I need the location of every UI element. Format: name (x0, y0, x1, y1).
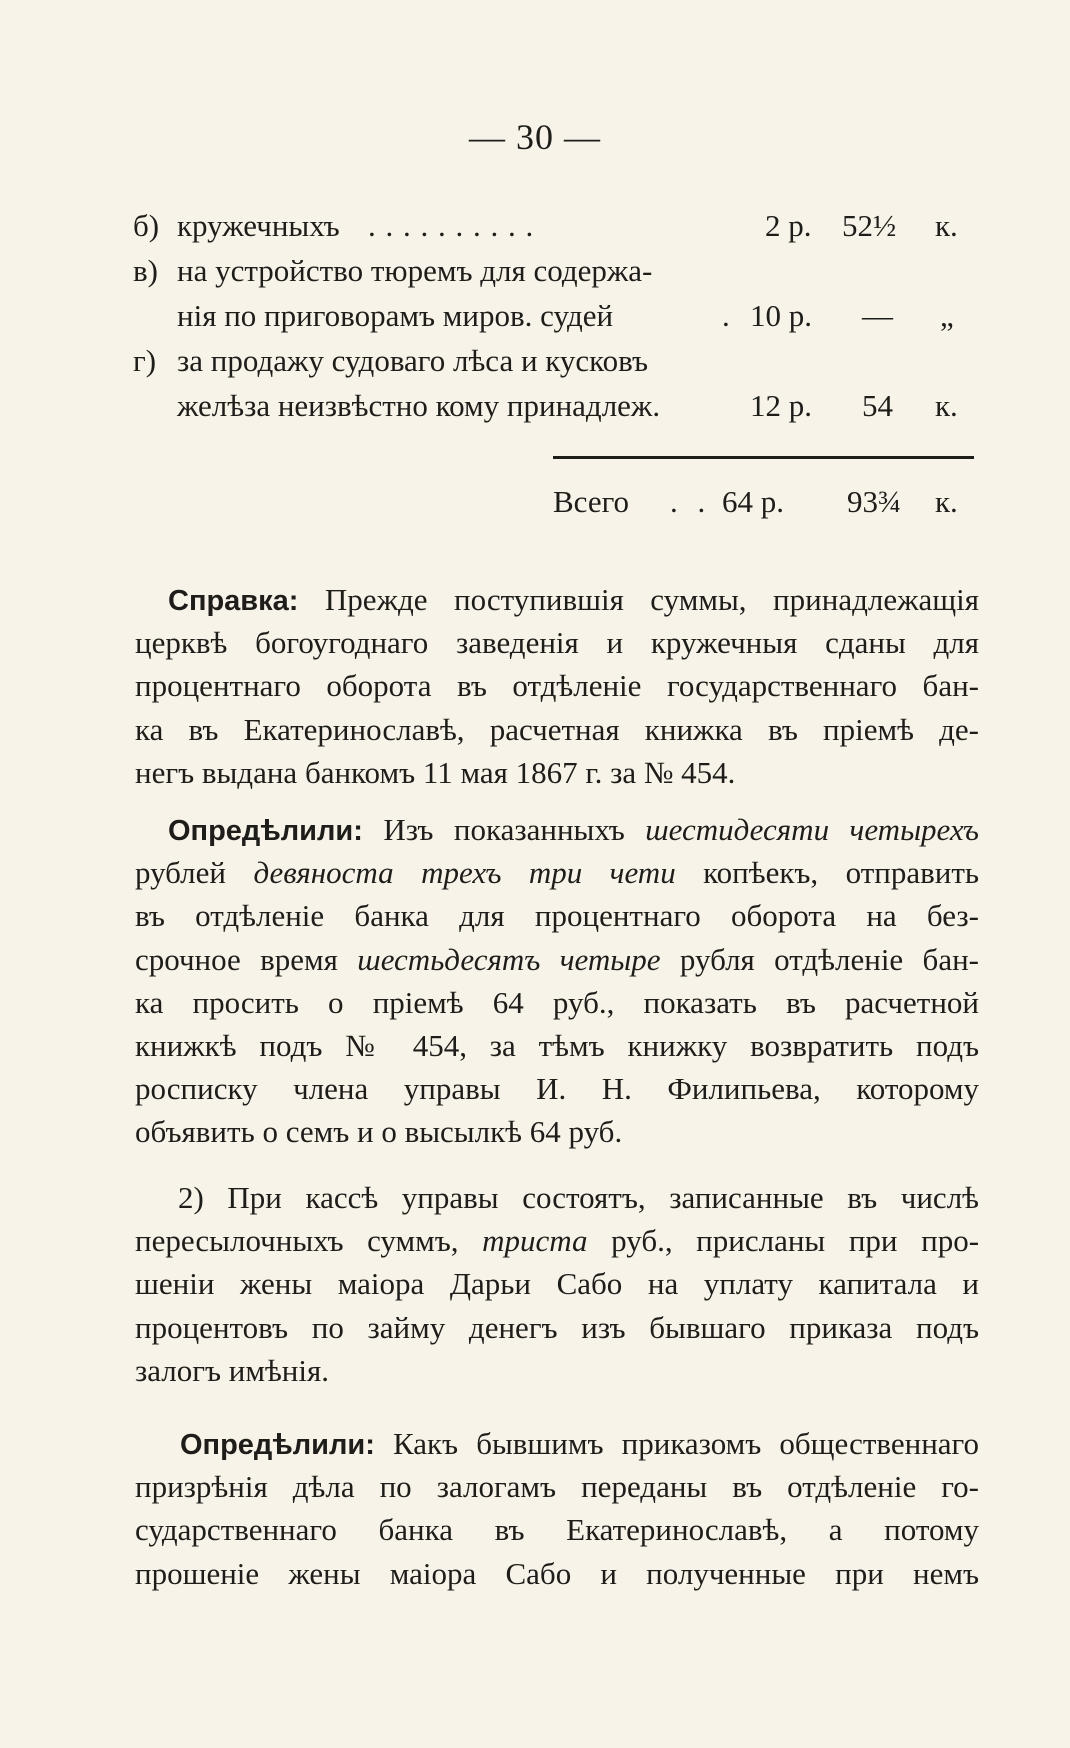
item-2-paragraph (135, 1176, 979, 1392)
text-line (135, 578, 979, 621)
text-line: процентнаго оборота въ отдѣленіе государственнаго бан- (135, 668, 979, 704)
item-text-line: желѣза неизвѣстно кому принадлеж. (177, 388, 661, 423)
spravka-heading: Справка: (168, 585, 299, 617)
text-span: срочное время (135, 941, 338, 977)
amount-unit: к. (935, 388, 958, 423)
text-line (135, 1219, 979, 1262)
text-line: негъ выдана банкомъ 11 мая 1867 г. за № 454. (135, 754, 736, 790)
italic-span: шестидесяти четырехъ (645, 812, 979, 847)
text-line (135, 851, 979, 894)
text-line: процентовъ по займу денегъ изъ бывшаго приказа подъ (135, 1309, 979, 1345)
text-line (135, 808, 979, 851)
amount-rub: 10 р. (750, 298, 812, 333)
item-text: кружечныхъ (177, 208, 340, 243)
amount-rub: 12 р. (750, 388, 812, 423)
text-span: пересылочныхъ суммъ, (135, 1223, 459, 1259)
text-span: Какъ бывшимъ приказомъ общественнаго (392, 1426, 979, 1461)
resolution-heading: Опредѣлили: (168, 815, 363, 847)
text-span: Изъ показанныхъ (383, 812, 625, 847)
text-span: копѣекъ, отправить (703, 855, 980, 891)
italic-span: девяноста трехъ три чети (253, 855, 676, 891)
total-kop: 93¾ (847, 484, 902, 519)
text-line: залогъ имѣнія. (135, 1352, 329, 1388)
amount-rub: 2 р. (765, 208, 812, 243)
italic-span: шестьдесятъ четыре (357, 941, 661, 977)
item-text-line: нія по приговорамъ миров. судей (177, 298, 614, 333)
text-line: призрѣнія дѣла по залогамъ переданы въ отдѣленіе го- (135, 1469, 979, 1505)
text-line: шеніи жены маіора Дарьи Сабо на уплату капитала и (135, 1266, 979, 1302)
spravka-paragraph (135, 578, 979, 794)
amount-kop: 54 (862, 388, 893, 423)
total-rub: 64 р. (722, 484, 784, 519)
amount-kop: — (862, 298, 893, 333)
resolution-paragraph-1 (135, 808, 979, 1154)
text-span: рублей (135, 855, 227, 891)
resolution-heading: Опредѣлили: (180, 1429, 375, 1461)
amount-kop: 52½ (842, 208, 897, 243)
leader-dots: . (722, 298, 730, 333)
text-span: рубля отдѣленіе бан- (679, 941, 980, 977)
leader-dots: . . (670, 484, 712, 519)
text-line: росписку члена управы И. Н. Филипьева, которому (135, 1071, 979, 1107)
item-marker: г) (133, 343, 157, 378)
item-marker: б) (133, 208, 160, 243)
text-span: руб., присланы при про- (611, 1223, 980, 1259)
text-line (135, 938, 979, 981)
text-line: ка въ Екатеринославѣ, расчетная книжка въ пріемѣ де- (135, 711, 979, 747)
total-unit: к. (935, 484, 958, 519)
item-text-line: на устройство тюремъ для содержа- (177, 253, 653, 288)
text-line: 2) При кассѣ управы состоятъ, записанные въ числѣ (178, 1180, 979, 1215)
resolution-paragraph-2 (135, 1422, 979, 1595)
item-marker: в) (133, 253, 158, 288)
page-number: — 30 — (469, 117, 601, 157)
amount-unit: к. (935, 208, 958, 243)
text-line: церквѣ богоугоднаго заведенія и кружечныя сданы для (135, 625, 979, 661)
italic-span: триста (482, 1223, 588, 1259)
item-text-line: за продажу судоваго лѣса и кусковъ (177, 343, 649, 378)
leader-dots: . . . . . . . . . . (368, 208, 535, 243)
total-label: Всего (553, 484, 630, 519)
text-line: книжкѣ подъ № 454, за тѣмъ книжку возвратить подъ (135, 1027, 979, 1063)
text-line: объявить о семъ и о высылкѣ 64 руб. (135, 1114, 623, 1150)
text-span: Прежде поступившія суммы, принадлежащія (324, 582, 979, 617)
text-line: прошеніе жены маіора Сабо и полученные при немъ (135, 1555, 979, 1591)
text-line (135, 1422, 979, 1465)
text-line: ка просить о пріемѣ 64 руб., показать въ расчетной (135, 984, 979, 1020)
amount-unit: „ (940, 298, 954, 333)
total-rule (553, 456, 974, 459)
text-line: въ отдѣленіе банка для процентнаго оборота на без- (135, 898, 979, 934)
text-line: сударственнаго банка въ Екатеринославѣ, а потому (135, 1512, 979, 1548)
